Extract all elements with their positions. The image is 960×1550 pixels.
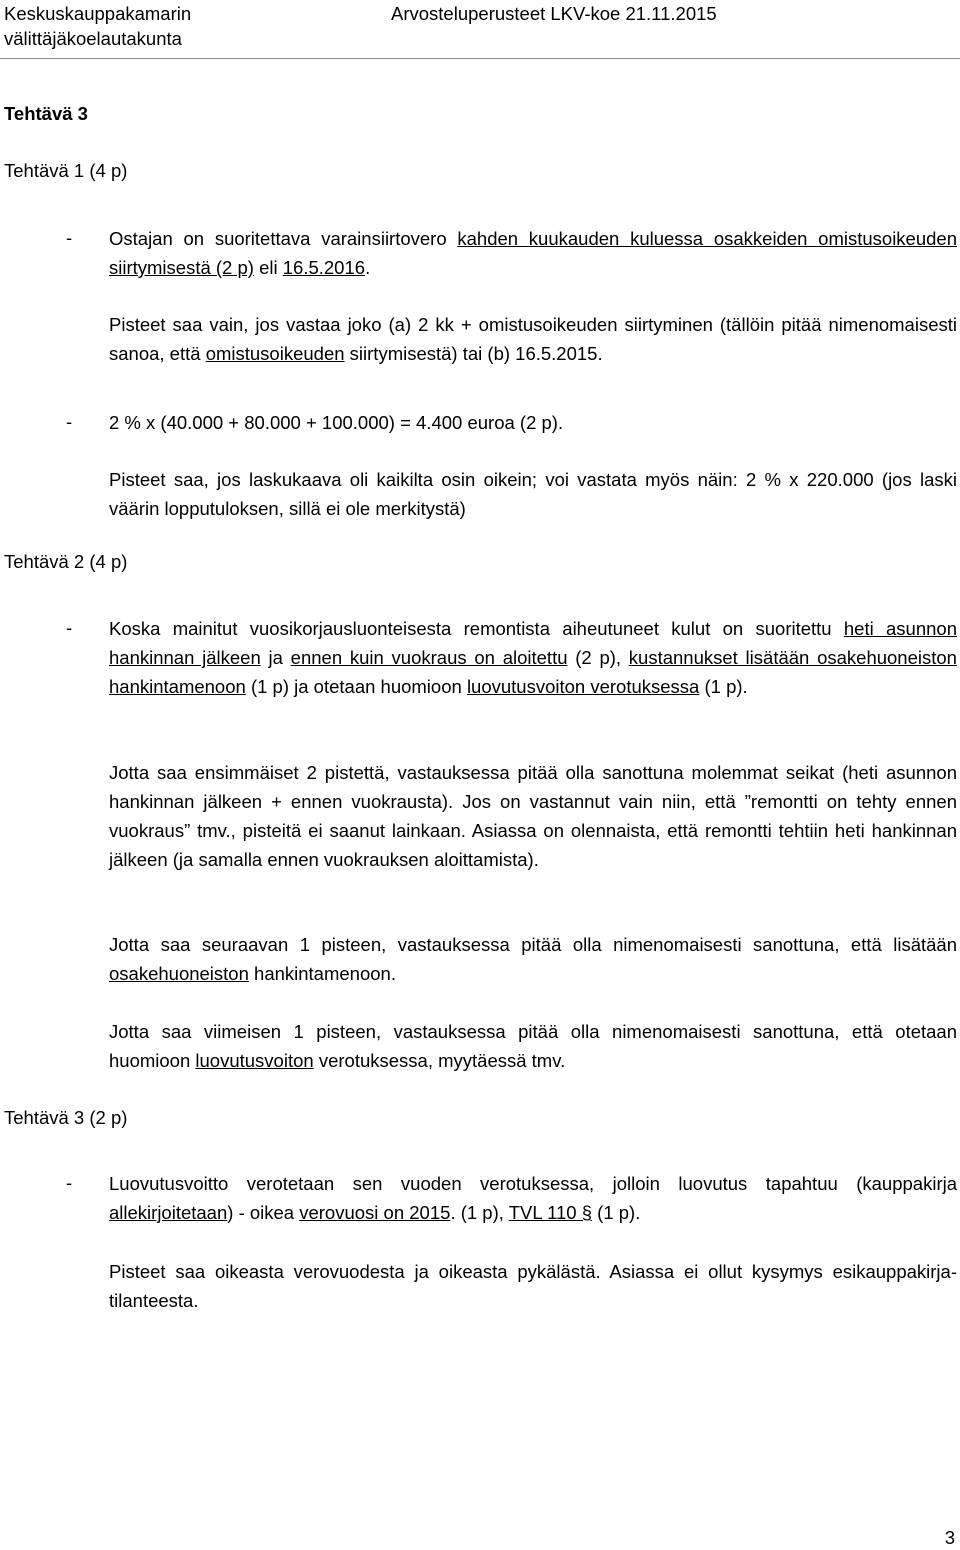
bullet-dash: - [66, 617, 73, 638]
header-org-line-2: välittäjäkoelautakunta [4, 28, 182, 49]
task-1-scoring-note-2: Pisteet saa, jos laskukaava oli kaikilta osin oikein; voi vastata myös näin: 2 % x 220.000 (jos laski väärin lopputuloksen, sillä ei ole merkitystä) [109, 469, 957, 519]
task-3-answer: Luovutusvoitto verotetaan sen vuoden verotuksessa, jolloin luovutus tapahtuu (kauppakirja allekirjoitetaan) - oikea verovuosi on 2015. (1 p), TVL 110 § (1 p). [109, 1173, 957, 1223]
task-2-scoring-note-2: Jotta saa seuraavan 1 pisteen, vastauksessa pitää olla nimenomaisesti sanottuna, että lisätään osakehuoneiston hankintamenoon. [109, 934, 957, 984]
bullet-dash: - [66, 411, 73, 432]
page-title: Tehtävä 3 [4, 103, 88, 124]
task-1-scoring-note-1: Pisteet saa vain, jos vastaa joko (a) 2 kk + omistusoikeuden siirtyminen (tällöin pitää nimenomaisesti sanoa, että omistusoikeuden siirtymisestä) tai (b) 16.5.2015. [109, 314, 957, 364]
task-2-scoring-note-1: Jotta saa ensimmäiset 2 pistettä, vastauksessa pitää olla sanottuna molemmat seikat (heti asunnon hankinnan jälkeen + ennen vuokrausta). Jos on vastannut vain niin, että ”remontti on tehty ennen vuokraus” tmv., pisteitä ei saanut lainkaan. Asiassa on olennaista, että remontti tehtiin heti hankinnan jälkeen (ja samalla ennen vuokrauksen aloittamista). [109, 762, 957, 870]
header-organization [4, 1, 191, 51]
task-2-heading: Tehtävä 2 (4 p) [4, 551, 128, 572]
task-1-heading: Tehtävä 1 (4 p) [4, 160, 128, 181]
task-2-scoring-note-3: Jotta saa viimeisen 1 pisteen, vastauksessa pitää olla nimenomaisesti sanottuna, että otetaan huomioon luovutusvoiton verotuksessa, myytäessä tmv. [109, 1021, 957, 1071]
page-number: 3 [944, 1527, 955, 1548]
header-divider [0, 58, 960, 59]
task-1-answer-1: Ostajan on suoritettava varainsiirtovero kahden kuukauden kuluessa osakkeiden omistusoikeuden siirtymisestä (2 p) eli 16.5.2016. [109, 228, 957, 278]
header-document-title: Arvosteluperusteet LKV-koe 21.11.2015 [391, 3, 717, 24]
task-3-heading: Tehtävä 3 (2 p) [4, 1107, 128, 1128]
bullet-dash: - [66, 1172, 73, 1193]
header-org-line-1: Keskuskauppakamarin [4, 3, 192, 24]
bullet-dash: - [66, 227, 73, 248]
task-3-scoring-note: Pisteet saa oikeasta verovuodesta ja oikeasta pykälästä. Asiassa ei ollut kysymys esikauppakirja-tilanteesta. [109, 1261, 957, 1311]
task-1-answer-2: 2 % x (40.000 + 80.000 + 100.000) = 4.400 euroa (2 p). [109, 412, 564, 433]
task-2-answer: Koska mainitut vuosikorjausluonteisesta remontista aiheutuneet kulut on suoritettu heti asunnon hankinnan jälkeen ja ennen kuin vuokraus on aloitettu (2 p), kustannukset lisätään osakehuoneiston hankintamenoon (1 p) ja otetaan huomioon luovutusvoiton verotuksessa (1 p). [109, 618, 957, 697]
